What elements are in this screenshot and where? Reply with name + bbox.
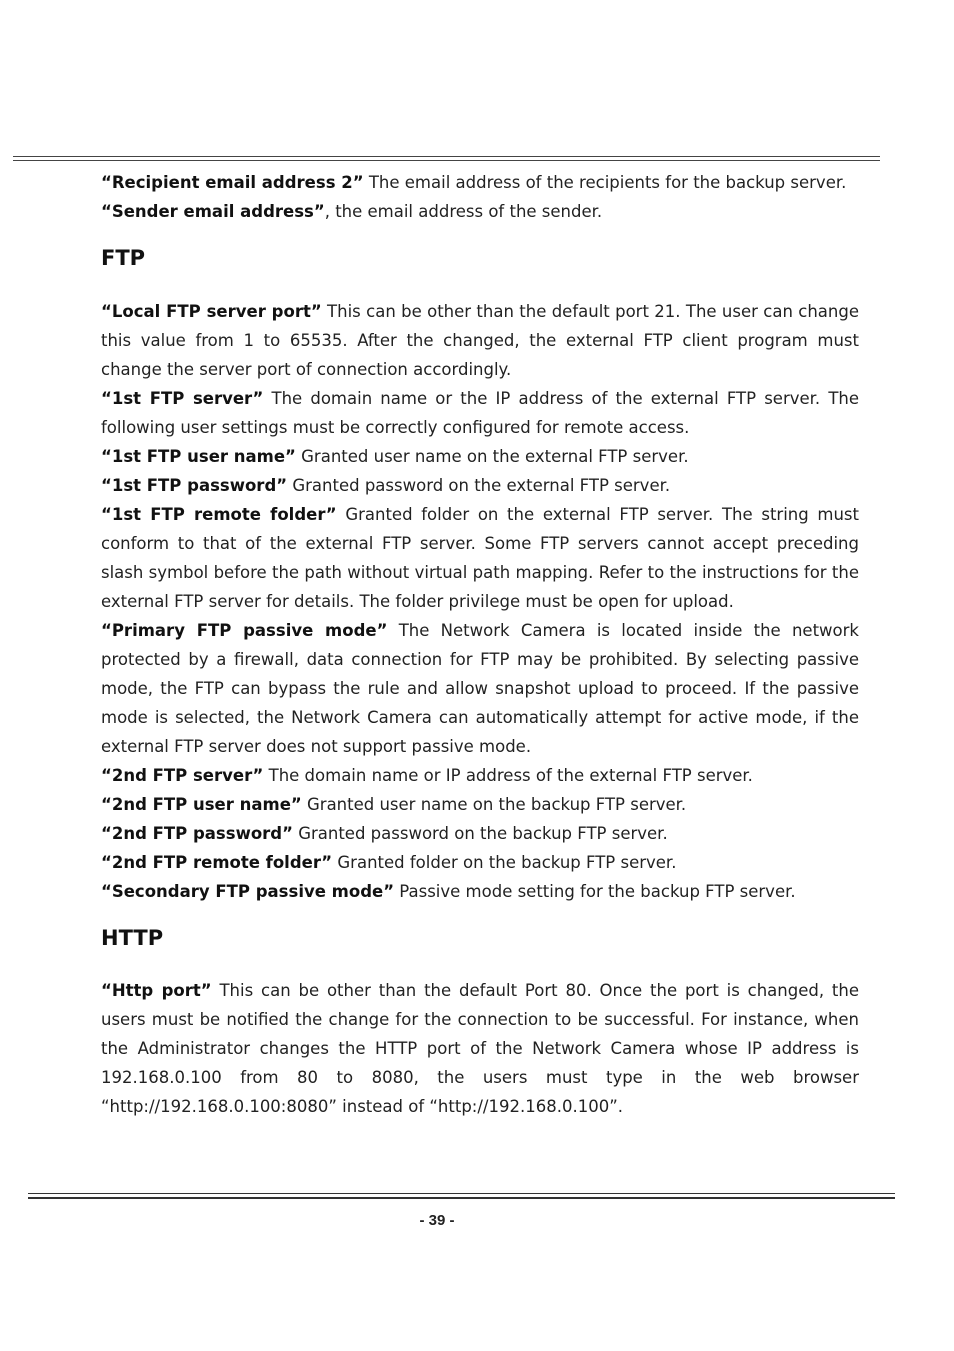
description-secondary-passive bbox=[101, 877, 859, 906]
description-local-ftp-port bbox=[101, 297, 859, 384]
term-label: “2nd FTP password” bbox=[101, 824, 293, 843]
term-description: The domain name or the IP address of the external FTP server. The following user settings must be correctly configured for remote access. bbox=[101, 389, 860, 437]
term-description: Granted folder on the backup FTP server. bbox=[332, 853, 677, 872]
term-description: , the email address of the sender. bbox=[324, 202, 603, 221]
footer-rule bbox=[28, 1193, 895, 1199]
term-description: Granted folder on the external FTP server. The string must conform to that of the external FTP server. Some FTP servers cannot accept preceding slash symbol before the path without virtual path mapping. Refer to the instructions for the external FTP server for details. The folder privilege must be open for upload. bbox=[101, 505, 860, 611]
description-1st-ftp-folder bbox=[101, 500, 859, 616]
description-2nd-ftp-folder bbox=[101, 848, 859, 877]
page-body bbox=[101, 168, 859, 1121]
description-2nd-ftp-user bbox=[101, 790, 859, 819]
term-label: “Http port” bbox=[101, 981, 212, 1000]
section-heading-http: HTTP bbox=[101, 926, 164, 950]
term-label: “Recipient email address 2” bbox=[101, 173, 364, 192]
term-label: “Sender email address” bbox=[101, 202, 325, 221]
term-label: “Primary FTP passive mode” bbox=[101, 621, 388, 640]
term-description: Granted user name on the external FTP server. bbox=[295, 447, 689, 466]
description-sender-email bbox=[101, 197, 859, 226]
section-heading-ftp: FTP bbox=[101, 246, 146, 270]
term-description: Passive mode setting for the backup FTP server. bbox=[394, 882, 796, 901]
description-recipient-email-2 bbox=[101, 168, 859, 197]
description-1st-ftp-server bbox=[101, 384, 859, 442]
term-label: “Local FTP server port” bbox=[101, 302, 322, 321]
header-rule bbox=[13, 156, 880, 161]
term-description: Granted password on the external FTP server. bbox=[287, 476, 671, 495]
description-1st-ftp-password bbox=[101, 471, 859, 500]
description-http-port bbox=[101, 976, 859, 1121]
term-description: The email address of the recipients for the backup server. bbox=[363, 173, 847, 192]
term-description: The domain name or IP address of the external FTP server. bbox=[263, 766, 753, 785]
description-2nd-ftp-password bbox=[101, 819, 859, 848]
term-label: “2nd FTP remote folder” bbox=[101, 853, 333, 872]
term-label: “2nd FTP user name” bbox=[101, 795, 302, 814]
term-label: “1st FTP password” bbox=[101, 476, 288, 495]
page-number: - 39 - bbox=[419, 1212, 455, 1229]
term-description: The Network Camera is located inside the network protected by a firewall, data connection for FTP may be prohibited. By selecting passive mode, the FTP can bypass the rule and allow snapshot upload to proceed. If the passive mode is selected, the Network Camera can automatically attempt for active mode, if the external FTP server does not support passive mode. bbox=[101, 621, 859, 756]
description-2nd-ftp-server bbox=[101, 761, 859, 790]
term-description: This can be other than the default Port 80. Once the port is changed, the users must be notified the change for the connection to be successful. For instance, when the Administrator changes the HTTP port of the Network Camera whose IP address is 192.168.0.100 from 80 to 8080, the users must type in the web browser “http://192.168.0.100:8080” instead of “http://192.168.0.100”. bbox=[101, 981, 860, 1116]
term-label: “1st FTP remote folder” bbox=[101, 505, 337, 524]
term-label: “2nd FTP server” bbox=[101, 766, 264, 785]
term-label: “1st FTP user name” bbox=[101, 447, 296, 466]
term-label: “Secondary FTP passive mode” bbox=[101, 882, 395, 901]
term-description: This can be other than the default port 21. The user can change this value from 1 to 65535. After the changed, the external FTP client program must change the server port of connection accordingly. bbox=[101, 302, 859, 379]
term-description: Granted password on the backup FTP server. bbox=[292, 824, 668, 843]
description-primary-passive bbox=[101, 616, 859, 761]
term-description: Granted user name on the backup FTP server. bbox=[301, 795, 687, 814]
term-label: “1st FTP server” bbox=[101, 389, 264, 408]
description-1st-ftp-user bbox=[101, 442, 859, 471]
